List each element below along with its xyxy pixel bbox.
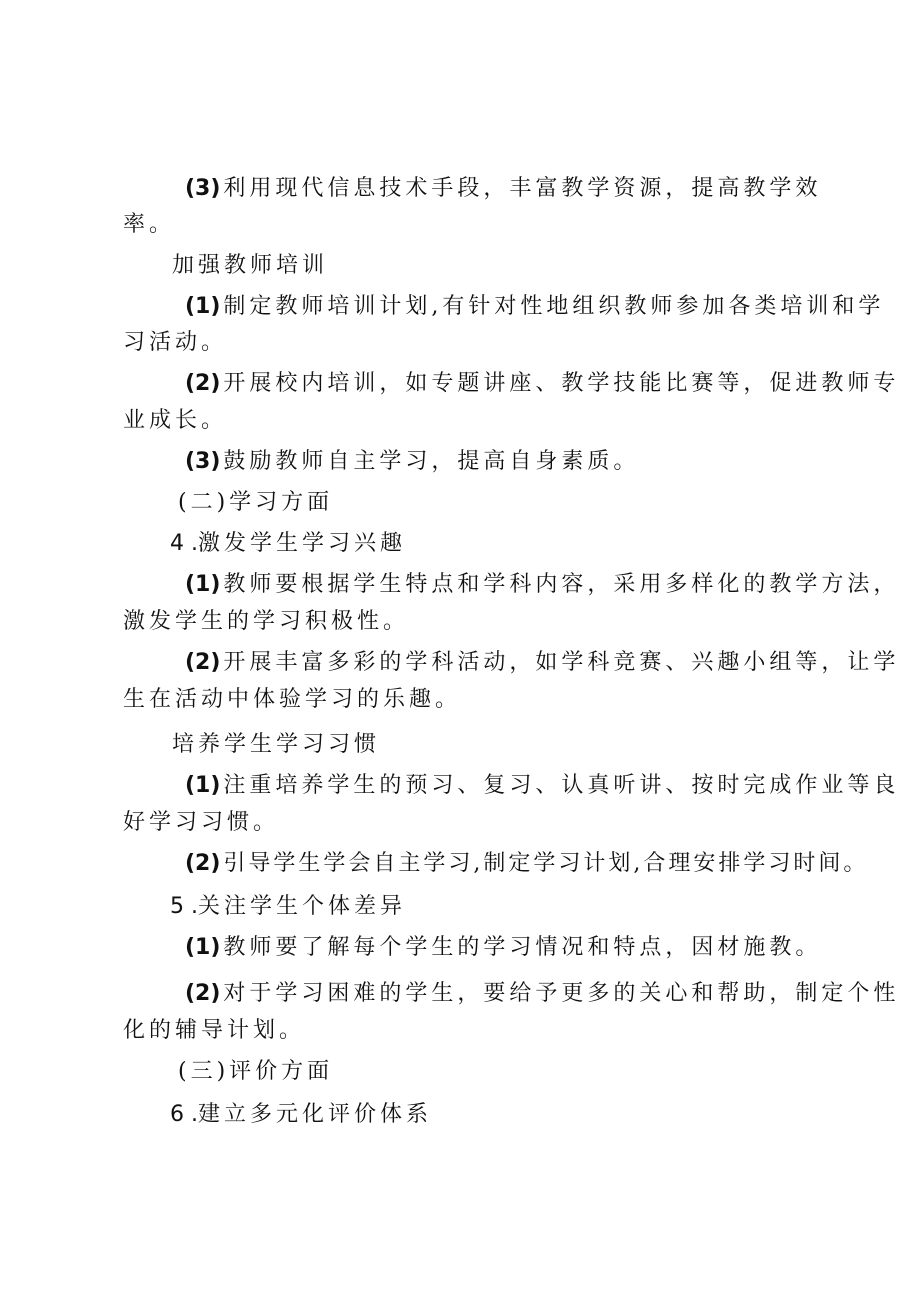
heading-title: 关注学生个体差异 bbox=[197, 894, 406, 919]
paragraph-line bbox=[123, 808, 279, 838]
paragraph-line bbox=[185, 648, 899, 678]
paragraph-text: 注重培养学生的预习、复习、认真听讲、按时完成作业等良 bbox=[223, 773, 900, 798]
paragraph-text: 生在活动中体验学习的乐趣。 bbox=[123, 687, 462, 712]
numbered-heading bbox=[170, 529, 406, 559]
paragraph-text: 引导学生学会自主学习,制定学习计划,合理安排学习时间。 bbox=[223, 851, 869, 876]
paragraph-text: 开展丰富多彩的学科活动，如学科竞赛、兴趣小组等，让学 bbox=[223, 650, 900, 675]
heading-title: 建立多元化评价体系 bbox=[197, 1102, 432, 1127]
subheading: 加强教师培训 bbox=[172, 253, 329, 278]
paragraph-text: 激发学生的学习积极性。 bbox=[123, 609, 410, 634]
paragraph-line bbox=[185, 849, 868, 879]
paragraph-text: 对于学习困难的学生，要给予更多的关心和帮助，制定个性 bbox=[223, 981, 900, 1006]
heading-title: 激发学生学习兴趣 bbox=[197, 531, 406, 556]
paragraph-text: 利用现代信息技术手段，丰富教学资源，提高教学效 bbox=[223, 176, 822, 201]
paragraph-line bbox=[185, 570, 899, 600]
section-heading: (三)评价方面 bbox=[178, 1059, 334, 1084]
paragraph-line bbox=[123, 328, 227, 358]
item-number: (2) bbox=[185, 371, 221, 396]
item-number: (2) bbox=[185, 650, 221, 675]
section-heading: (二)学习方面 bbox=[178, 490, 334, 515]
item-number: (1) bbox=[185, 572, 221, 597]
paragraph-text: 习活动。 bbox=[123, 330, 228, 355]
paragraph-line bbox=[123, 210, 175, 240]
item-number: (2) bbox=[185, 981, 221, 1006]
paragraph-line bbox=[185, 447, 639, 477]
paragraph-line bbox=[123, 685, 461, 715]
paragraph-text: 开展校内培训，如专题讲座、教学技能比赛等，促进教师专 bbox=[223, 371, 900, 396]
paragraph-line bbox=[123, 1016, 305, 1046]
numbered-heading bbox=[170, 1100, 432, 1130]
heading-number: 4 . bbox=[170, 531, 198, 556]
paragraph-line bbox=[123, 406, 227, 436]
paragraph-text: 教师要了解每个学生的学习情况和特点，因材施教。 bbox=[223, 935, 822, 960]
subheading: 培养学生学习习惯 bbox=[172, 732, 381, 757]
paragraph-text: 鼓励教师自主学习，提高自身素质。 bbox=[223, 449, 640, 474]
paragraph-line bbox=[123, 607, 409, 637]
paragraph-text: 教师要根据学生特点和学科内容，采用多样化的教学方法， bbox=[223, 572, 900, 597]
paragraph-line bbox=[185, 979, 899, 1009]
paragraph-text: 制定教师培训计划,有针对性地组织教师参加各类培训和学 bbox=[223, 294, 885, 319]
item-number: (1) bbox=[185, 294, 221, 319]
paragraph-text: 好学习习惯。 bbox=[123, 810, 280, 835]
item-number: (1) bbox=[185, 935, 221, 960]
heading-number: 6 . bbox=[170, 1102, 198, 1127]
paragraph-text: 化的辅导计划。 bbox=[123, 1018, 306, 1043]
paragraph-text: 业成长。 bbox=[123, 408, 228, 433]
item-number: (3) bbox=[185, 176, 221, 201]
paragraph-line bbox=[185, 292, 884, 322]
paragraph-line bbox=[185, 174, 821, 204]
item-number: (2) bbox=[185, 851, 221, 876]
item-number: (3) bbox=[185, 449, 221, 474]
numbered-heading bbox=[170, 892, 406, 922]
paragraph-line bbox=[185, 771, 899, 801]
heading-number: 5 . bbox=[170, 894, 198, 919]
paragraph-line bbox=[185, 933, 821, 963]
paragraph-text: 率。 bbox=[123, 212, 176, 237]
paragraph-line bbox=[185, 369, 899, 399]
item-number: (1) bbox=[185, 773, 221, 798]
